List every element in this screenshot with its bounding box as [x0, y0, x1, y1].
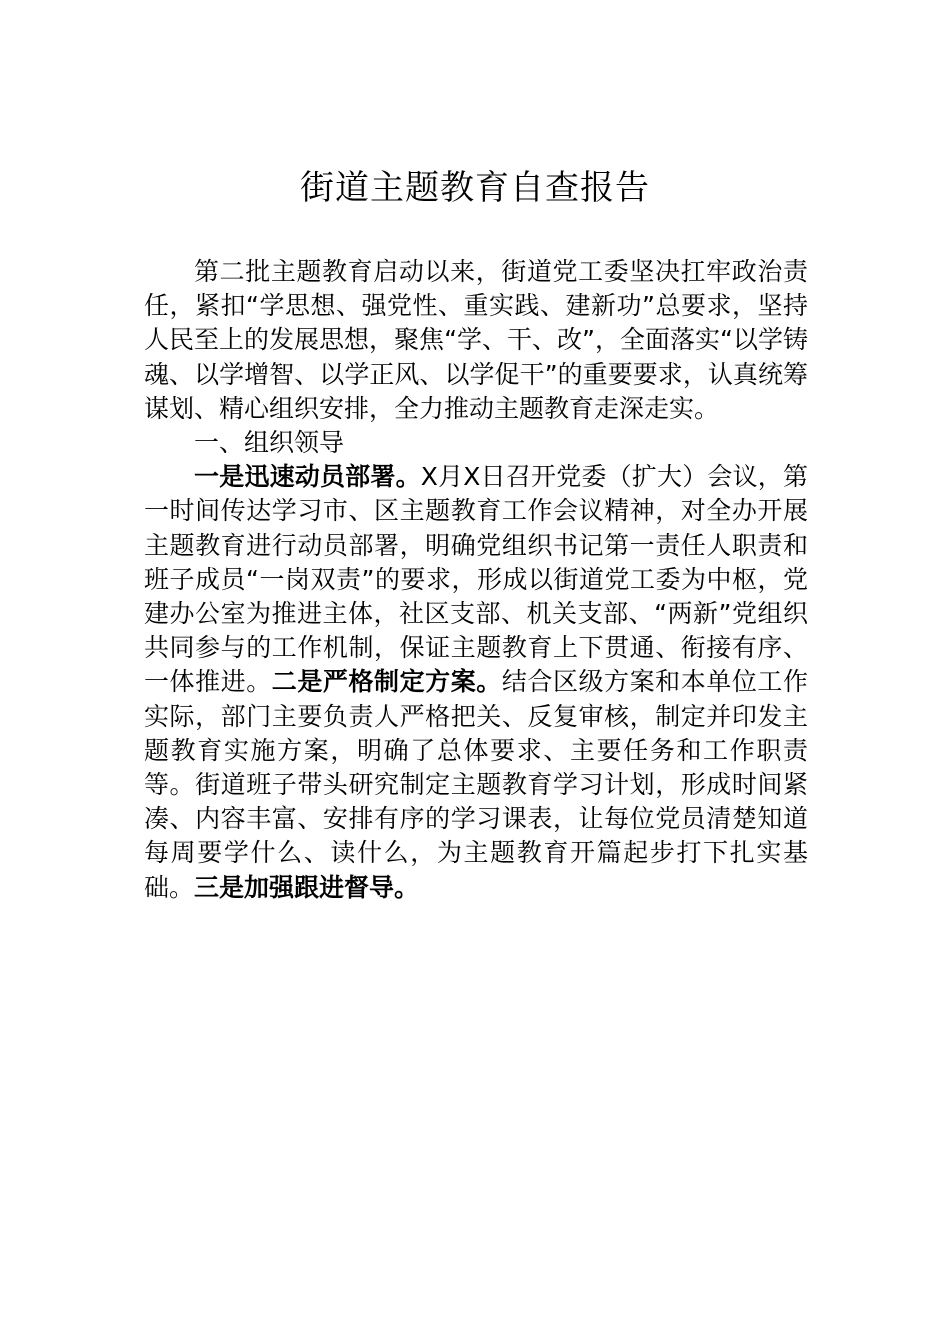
section-heading: 一、组织领导 [194, 428, 345, 458]
point1-text: X月X日召开党委（扩大）会议，第一时间传达学习市、区主题教育工作会议精神，对全办开展主题教育进行动员部署，明确党组织书记第一责任人职责和班子成员“一岗双责”的要求，形成以街道党工委为中枢，党建办公室为推进主体，社区支部、机关支部、“两新”党组织共同参与的工作机制，保证主题教育上下贯通、衔接有序、一体推进。 [144, 462, 808, 697]
point3-title: 三是加强跟进督导。 [194, 872, 420, 902]
point2-text: 结合区级方案和本单位工作实际，部门主要负责人严格把关、反复审核，制定并印发主题教育实施方案，明确了总体要求、主要任务和工作职责等。街道班子带头研究制定主题教育学习计划，形成时间紧凑、内容丰富、安排有序的学习课表，让每位党员清楚知道每周要学什么、读什么，为主题教育开篇起步打下扎实基础。 [144, 667, 808, 902]
body-paragraph [144, 460, 808, 905]
intro-paragraph: 第二批主题教育启动以来，街道党工委坚决扛牢政治责任，紧扣“学思想、强党性、重实践、建新功”总要求，坚持人民至上的发展思想，聚焦“学、干、改”，全面落实“以学铸魂、以学增智、以学正风、以学促干”的重要要求，认真统筹谋划、精心组织安排，全力推动主题教育走深走实。 [144, 257, 808, 423]
document-body [144, 255, 808, 905]
document-title: 街道主题教育自查报告 [300, 168, 650, 208]
point1-title: 一是迅速动员部署。 [194, 462, 421, 492]
point2-title: 二是严格制定方案。 [271, 667, 502, 697]
